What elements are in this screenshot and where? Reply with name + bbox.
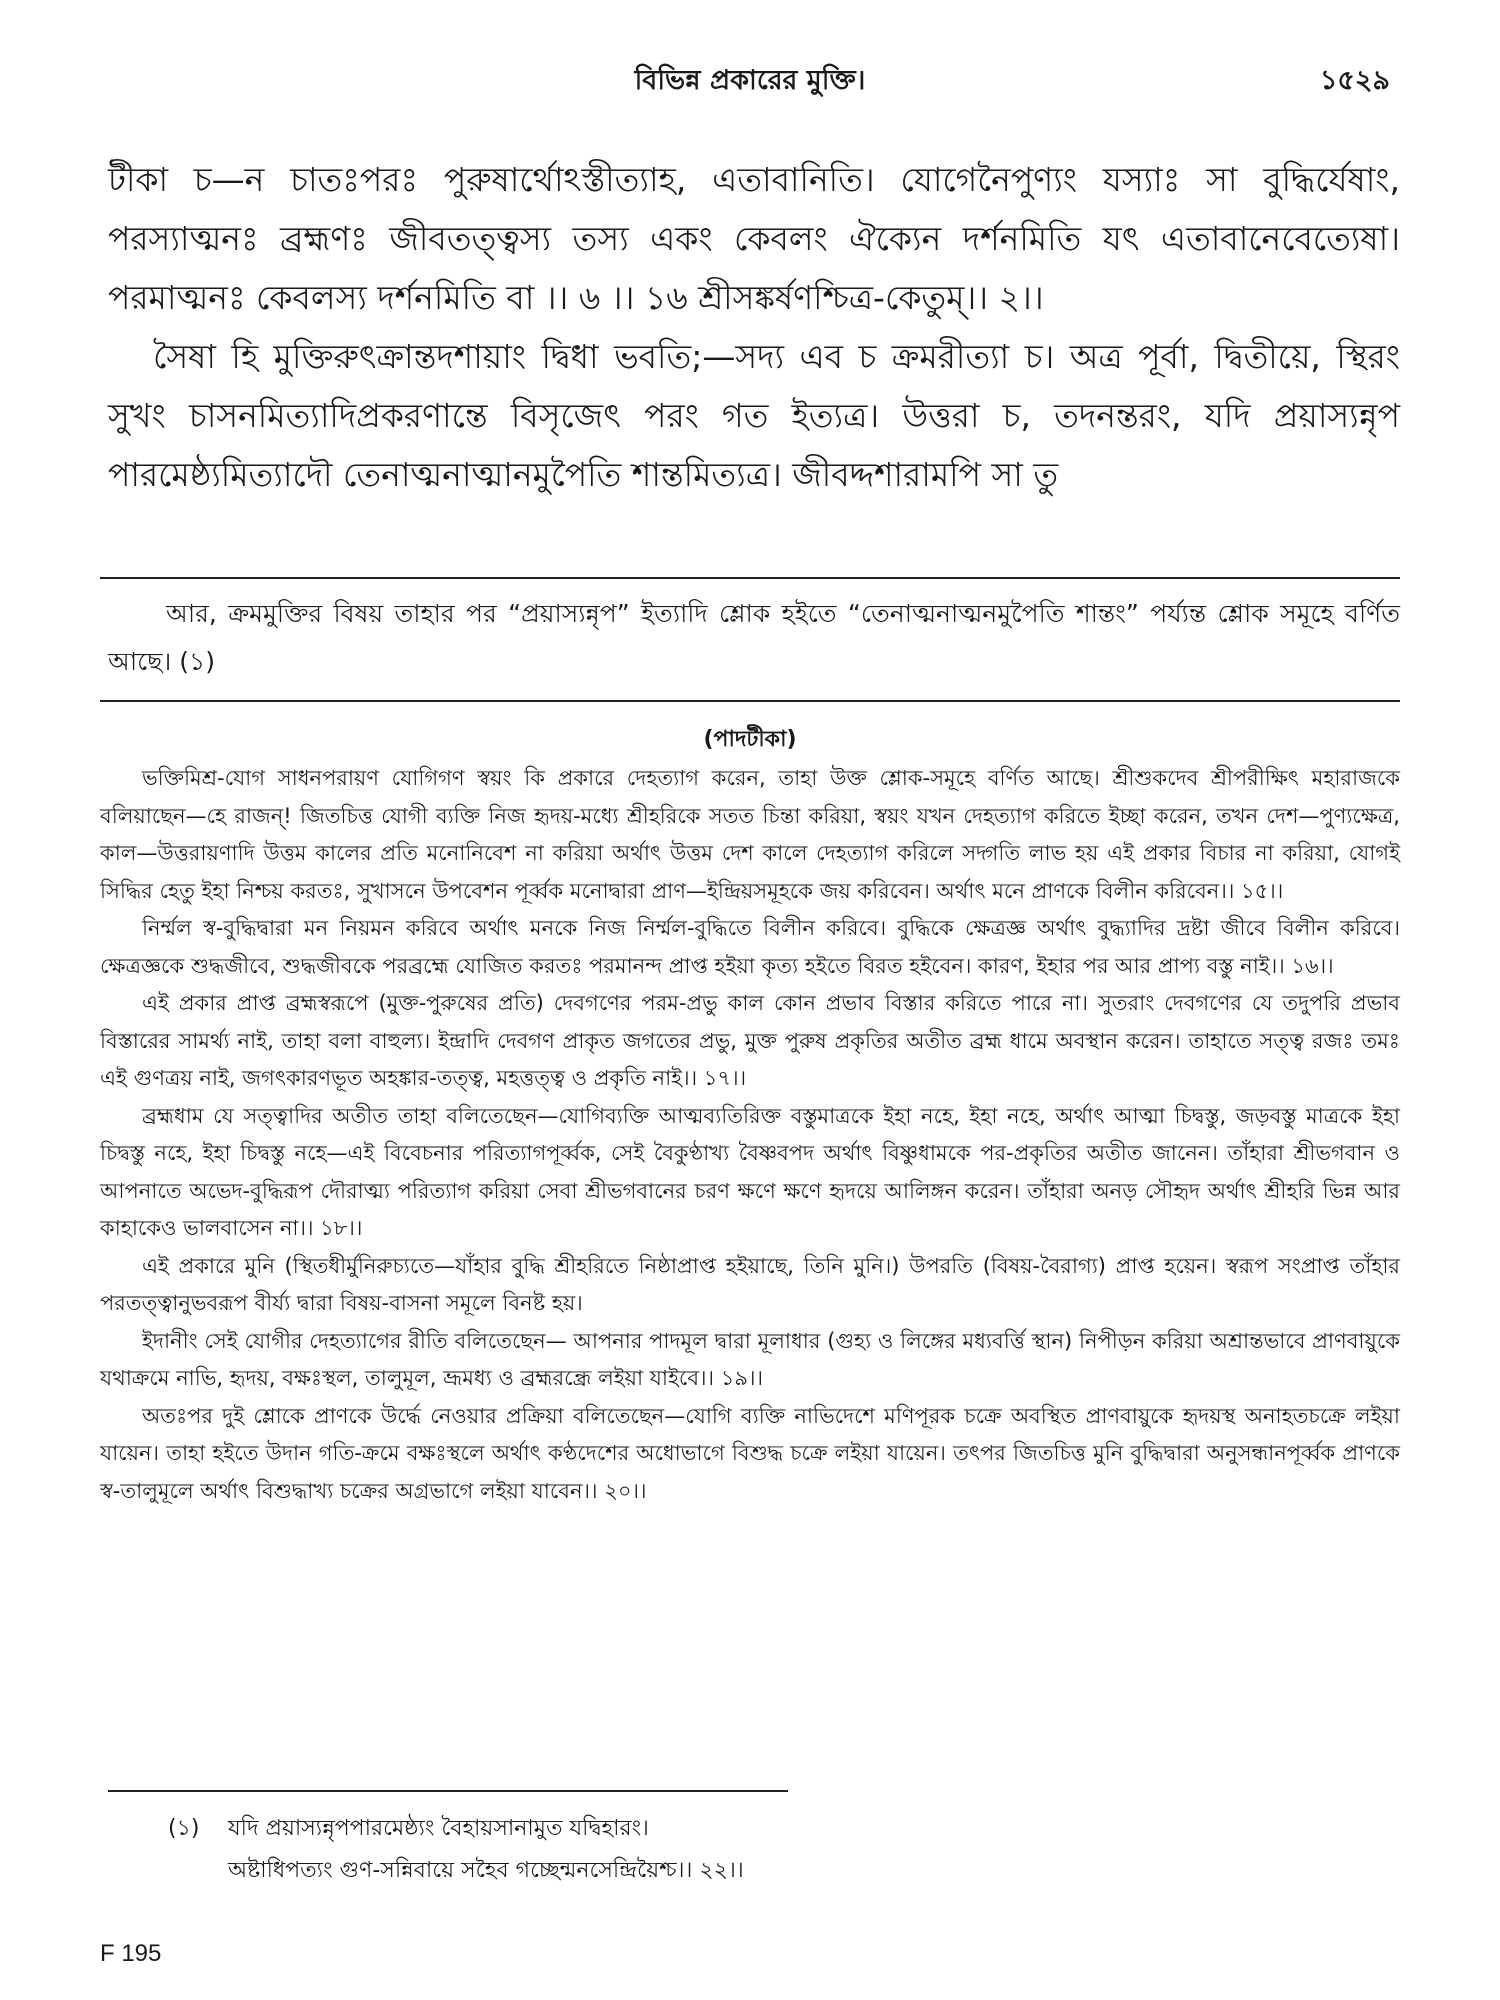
- footnote-text-2: অষ্টাধিপত্যং গুণ-সন্নিবায়ে সহৈব গচ্ছেন্মনসেন্দ্রিয়ৈশ্চ।। ২২।।: [228, 1858, 744, 1883]
- bengali-translation: [108, 590, 1400, 686]
- commentary-paragraph: এই প্রকারে মুনি (স্থিতধীর্মুনিরুচ্যতে—যাঁহার বুদ্ধি শ্রীহরিতে নিষ্ঠাপ্রাপ্ত হইয়াছে, তিনি মুনি।) উপরতি (বিষয়-বৈরাগ্য) প্রাপ্ত হয়েন। স্বরূপ সংপ্রাপ্ত তাঁহার পরতত্ত্বানুভবরূপ বীর্য্য দ্বারা বিষয়-বাসনা সমূলে বিনষ্ট হয়।: [100, 1253, 1400, 1315]
- commentary-body: [100, 760, 1400, 1510]
- footnote-number: (১): [168, 1816, 200, 1841]
- commentary-paragraph: ভক্তিমিশ্র-যোগ সাধনপরায়ণ যোগিগণ স্বয়ং কি প্রকারে দেহত্যাগ করেন, তাহা উক্ত শ্লোক-সমূহে বর্ণিত আছে। শ্রীশুকদেব শ্রীপরীক্ষিৎ মহারাজকে বলিয়াছেন—হে রাজন্! জিতচিত্ত যোগী ব্যক্তি নিজ হৃদয়-মধ্যে শ্রীহরিকে সতত চিন্তা করিয়া, স্বয়ং যখন দেহত্যাগ করিতে ইচ্ছা করেন, তখন দেশ—পুণ্যক্ষেত্র, কাল—উত্তরায়ণাদি উত্তম কালের প্রতি মনোনিবেশ না করিয়া অর্থাৎ উত্তম দেশ কালে দেহত্যাগ করিলে সদ্গতি লাভ হয় এই প্রকার বিচার না করিয়া, যোগই সিদ্ধির হেতু ইহা নিশ্চয় করতঃ, সুখাসনে উপবেশন পূর্ব্বক মনোদ্বারা প্রাণ—ইন্দ্রিয়সমূহকে জয় করিবেন। অর্থাৎ মনে প্রাণকে বিলীন করিবেন।। ১৫।।: [100, 766, 1400, 903]
- page-header: [100, 60, 1400, 120]
- footnote-text-1: যদি প্রয়াস্যন্নৃপপারমেষ্ঠ্যং বৈহায়সানামুত যদ্বিহারং।: [228, 1816, 649, 1841]
- footnote-line-1: [168, 1808, 1168, 1850]
- commentary-heading: (পাদটীকা): [703, 727, 797, 752]
- section-divider: [100, 577, 1400, 579]
- translation-paragraph: আর, ক্রমমুক্তির বিষয় তাহার পর “প্রয়াস্যন্নৃপ” ইত্যাদি শ্লোক হইতে “তেনাত্মনাত্মনমুপৈতি শান্তং” পর্য্যন্ত শ্লোক সমূহে বর্ণিত আছে। (১): [108, 599, 1400, 676]
- commentary-paragraph: অতঃপর দুই শ্লোকে প্রাণকে উর্দ্ধে নেওয়ার প্রক্রিয়া বলিতেছেন—যোগি ব্যক্তি নাভিদেশে মণিপূরক চক্রে অবস্থিত প্রাণবায়ুকে হৃদয়স্থ অনাহতচক্রে লইয়া যায়েন। তাহা হইতে উদান গতি-ক্রমে বক্ষঃস্থলে অর্থাৎ কণ্ঠদেশের অধোভাগে বিশুদ্ধ চক্রে লইয়া যায়েন। তৎপর জিতচিত্ত মুনি বুদ্ধিদ্বারা অনুসন্ধানপূর্ব্বক প্রাণকে স্ব-তালুমূলে অর্থাৎ বিশুদ্ধাখ্য চক্রের অগ্রভাগে লইয়া যাবেন।। ২০।।: [100, 1403, 1400, 1503]
- commentary-paragraph: ইদানীং সেই যোগীর দেহত্যাগের রীতি বলিতেছেন— আপনার পাদমূল দ্বারা মূলাধার (গুহ্য ও লিঙ্গের মধ্যবর্ত্তি স্থান) নিপীড়ন করিয়া অশ্রান্তভাবে প্রাণবায়ুকে যথাক্রমে নাভি, হৃদয়, বক্ষঃস্থল, তালুমূল, ভ্রূমধ্য ও ব্রহ্মরন্ধ্রে লইয়া যাইবে।। ১৯।।: [100, 1328, 1400, 1390]
- commentary-paragraph: এই প্রকার প্রাপ্ত ব্রহ্মস্বরূপে (মুক্ত-পুরুষের প্রতি) দেবগণের পরম-প্রভু কাল কোন প্রভাব বিস্তার করিতে পারে না। সুতরাং দেবগণের যে তদুপরি প্রভাব বিস্তারের সামর্থ্য নাই, তাহা বলা বাহুল্য। ইন্দ্রাদি দেবগণ প্রাকৃত জগতের প্রভু, মুক্ত পুরুষ প্রকৃতির অতীত ব্রহ্ম ধামে অবস্থান করেন। তাহাতে সত্ত্ব রজঃ তমঃ এই গুণত্রয় নাই, জগৎকারণভূত অহঙ্কার-তত্ত্ব, মহত্তত্ত্ব ও প্রকৃতি নাই।। ১৭।।: [100, 991, 1400, 1090]
- sanskrit-paragraph-1: টীকা চ—ন চাতঃপরঃ পুরুষার্থোঽস্তীত্যাহ, এতাবানিতি। যোগেনৈপুণ্যং যস্যাঃ সা বুদ্ধির্যেষাং, পরস্যাত্মনঃ ব্রহ্মণঃ জীবতত্ত্বস্য তস্য একং কেবলং ঐক্যেন দর্শনমিতি যৎ এতাবানেবেত্যেষা। পরমাত্মনঃ কেবলস্য দর্শনমিতি বা ।। ৬ ।। ১৬ শ্রীসঙ্কর্ষণশ্চিত্র-কেতুম্।। ২।।: [108, 160, 1400, 317]
- running-title: বিভিন্ন প্রকারের মুক্তি।: [634, 65, 866, 96]
- printer-signature-mark: F 195: [100, 1940, 162, 1967]
- commentary-paragraph: ব্রহ্মধাম যে সত্ত্বাদির অতীত তাহা বলিতেছেন—যোগিব্যক্তি আত্মব্যতিরিক্ত বস্তুমাত্রকে ইহা নহে, ইহা নহে, অর্থাৎ আত্মা চিদ্বস্তু, জড়বস্তু মাত্রকে ইহা চিদ্বস্তু নহে, ইহা চিদ্বস্তু নহে—এই বিবেচনার পরিত্যাগপূর্ব্বক, সেই বৈকুণ্ঠাখ্য বৈষ্ণবপদ অর্থাৎ বিষ্ণুধামকে পর-প্রকৃতির অতীত জানেন। তাঁহারা শ্রীভগবান ও আপনাতে অভেদ-বুদ্ধিরূপ দৌরাত্ম্য পরিত্যাগ করিয়া সেবা শ্রীভগবানের চরণ ক্ষণে ক্ষণে হৃদয়ে আলিঙ্গন করেন। তাঁহারা অনড় সৌহৃদ অর্থাৎ শ্রীহরি ভিন্ন আর কাহাকেও ভালবাসেন না।। ১৮।।: [100, 1103, 1400, 1240]
- commentary-paragraph: নির্ম্মল স্ব-বুদ্ধিদ্বারা মন নিয়মন করিবে অর্থাৎ মনকে নিজ নির্ম্মল-বুদ্ধিতে বিলীন করিবে। বুদ্ধিকে ক্ষেত্রজ্ঞ অর্থাৎ বুদ্ধ্যাদির দ্রষ্টা জীবে বিলীন করিবে। ক্ষেত্রজ্ঞকে শুদ্ধজীবে, শুদ্ধজীবকে পরব্রহ্মে যোজিত করতঃ পরমানন্দ প্রাপ্ত হইয়া কৃত্য হইতে বিরত হইবেন। কারণ, ইহার পর আর প্রাপ্য বস্তু নাই।। ১৬।।: [100, 916, 1400, 978]
- sanskrit-paragraph-2: সৈষা হি মুক্তিরুৎক্রান্তদশায়াং দ্বিধা ভবতি;—সদ্য এব চ ক্রমরীত্যা চ। অত্র পূর্বা, দ্বিতীয়ে, স্থিরং সুখং চাসনমিত্যাদিপ্রকরণান্তে বিসৃজেৎ পরং গত ইত্যত্র। উত্তরা চ, তদনন্তরং, যদি প্রয়াস্যন্নৃপ পারমেষ্ঠ্যমিত্যাদৌ তেনাত্মনাত্মানমুপৈতি শান্তমিত্যত্র। জীবদ্দশারামপি সা তু: [108, 337, 1400, 494]
- sanskrit-commentary: [108, 150, 1400, 504]
- page-number: ১৫২৯: [1319, 65, 1390, 96]
- footnote-divider: [108, 1790, 788, 1792]
- section-divider-2: [100, 700, 1400, 702]
- footnote-verse: [168, 1808, 1168, 1892]
